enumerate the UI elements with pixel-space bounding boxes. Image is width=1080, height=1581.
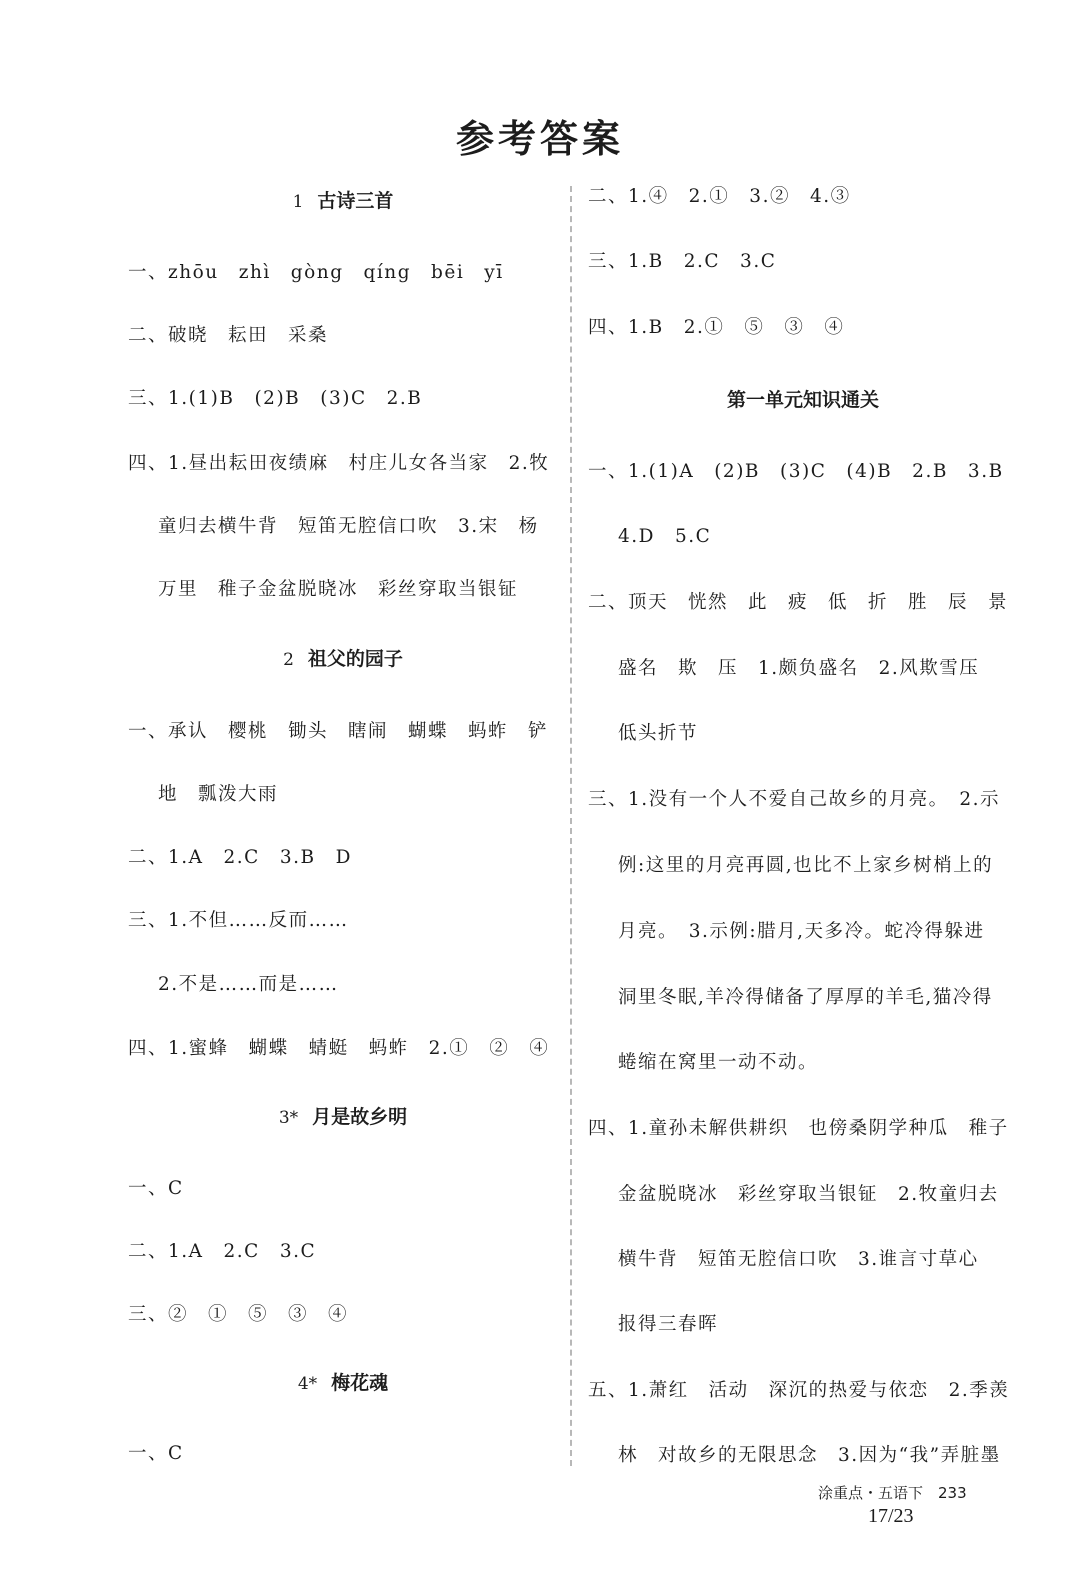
answer-line: 万里 稚子金盆脱晓冰 彩丝穿取当银钲 <box>158 579 519 600</box>
answer-line: 低头折节 <box>618 723 699 744</box>
answer-line: 一、zhōu zhì gòng qíng bēi yī <box>128 262 504 283</box>
answer-line: 二、1.A 2.C 3.C <box>128 1241 317 1262</box>
answer-line: 一、C <box>128 1443 184 1464</box>
section-title: 祖父的园子 <box>307 648 403 670</box>
answer-line: 林 对故乡的无限思念 3.因为“我”弄脏墨 <box>618 1445 1001 1466</box>
section-heading-3 <box>128 1104 558 1131</box>
answer-line: 三、1.(1)B (2)B (3)C 2.B <box>128 388 423 409</box>
answer-line: 一、C <box>128 1178 184 1199</box>
section-number: 1 <box>292 192 304 212</box>
answer-line: 盛名 欺 压 1.颇负盛名 2.风欺雪压 <box>618 658 980 679</box>
section-number: 4* <box>297 1374 318 1394</box>
section-title: 古诗三首 <box>317 190 394 212</box>
answer-line: 童归去横牛背 短笛无腔信口吹 3.宋 杨 <box>158 516 539 537</box>
section-title: 第一单元知识通关 <box>726 389 879 411</box>
section-title: 月是故乡明 <box>312 1106 408 1128</box>
answer-line: 四、1.蜜蜂 蝴蝶 蜻蜓 蚂蚱 2.① ② ④ <box>128 1038 550 1059</box>
section-heading-unit <box>588 387 1018 413</box>
column-divider <box>570 186 572 1466</box>
footer-book-label: 涂重点・五语下 233 <box>818 1484 967 1502</box>
answer-line: 四、1.童孙未解供耕织 也傍桑阴学种瓜 稚子 <box>588 1118 1009 1139</box>
section-number: 2 <box>283 650 294 670</box>
section-heading-2 <box>128 646 558 673</box>
answer-line: 二、1.A 2.C 3.B D <box>128 847 352 868</box>
section-title: 梅花魂 <box>331 1372 389 1394</box>
answer-line: 二、1.④ 2.① 3.② 4.③ <box>588 186 851 207</box>
answer-line: 一、1.(1)A (2)B (3)C (4)B 2.B 3.B <box>588 461 1004 482</box>
answer-line: 二、顶天 恍然 此 疲 低 折 胜 辰 景 <box>588 592 1009 613</box>
answer-line: 五、1.萧红 活动 深沉的热爱与依恋 2.季羡 <box>588 1380 1010 1401</box>
answer-line: 四、1.昼出耘田夜绩麻 村庄儿女各当家 2.牧 <box>128 453 550 474</box>
section-heading-1 <box>128 188 558 215</box>
answer-line: 月亮。 3.示例:腊月,天多冷。蛇冷得躲进 <box>618 921 985 942</box>
page-title: 参考答案 <box>455 116 624 161</box>
section-number: 3* <box>278 1108 299 1128</box>
answer-line: 四、1.B 2.① ⑤ ③ ④ <box>588 317 845 338</box>
answer-line: 三、② ① ⑤ ③ ④ <box>128 1304 349 1325</box>
answer-line: 4.D 5.C <box>618 526 712 547</box>
answer-line: 地 瓢泼大雨 <box>158 784 279 805</box>
answer-line: 2.不是……而是…… <box>158 974 339 995</box>
answer-line: 一、承认 樱桃 锄头 瞎闹 蝴蝶 蚂蚱 铲 <box>128 721 549 742</box>
answer-line: 洞里冬眠,羊冷得储备了厚厚的羊毛,猫冷得 <box>618 987 993 1008</box>
answer-line: 横牛背 短笛无腔信口吹 3.谁言寸草心 <box>618 1249 979 1270</box>
answer-line: 三、1.没有一个人不爱自己故乡的月亮。 2.示 <box>588 789 1001 810</box>
answer-line: 金盆脱晓冰 彩丝穿取当银钲 2.牧童归去 <box>618 1184 999 1205</box>
answer-line: 例:这里的月亮再圆,也比不上家乡树梢上的 <box>618 855 994 876</box>
answer-line: 三、1.B 2.C 3.C <box>588 251 777 272</box>
answer-line: 二、破晓 耘田 采桑 <box>128 325 329 346</box>
section-heading-4 <box>128 1370 558 1397</box>
answer-line: 报得三春晖 <box>618 1314 719 1335</box>
answer-line: 三、1.不但……反而…… <box>128 910 349 931</box>
page-indicator: 17/23 <box>868 1505 914 1527</box>
answer-line: 蜷缩在窝里一动不动。 <box>618 1052 819 1073</box>
